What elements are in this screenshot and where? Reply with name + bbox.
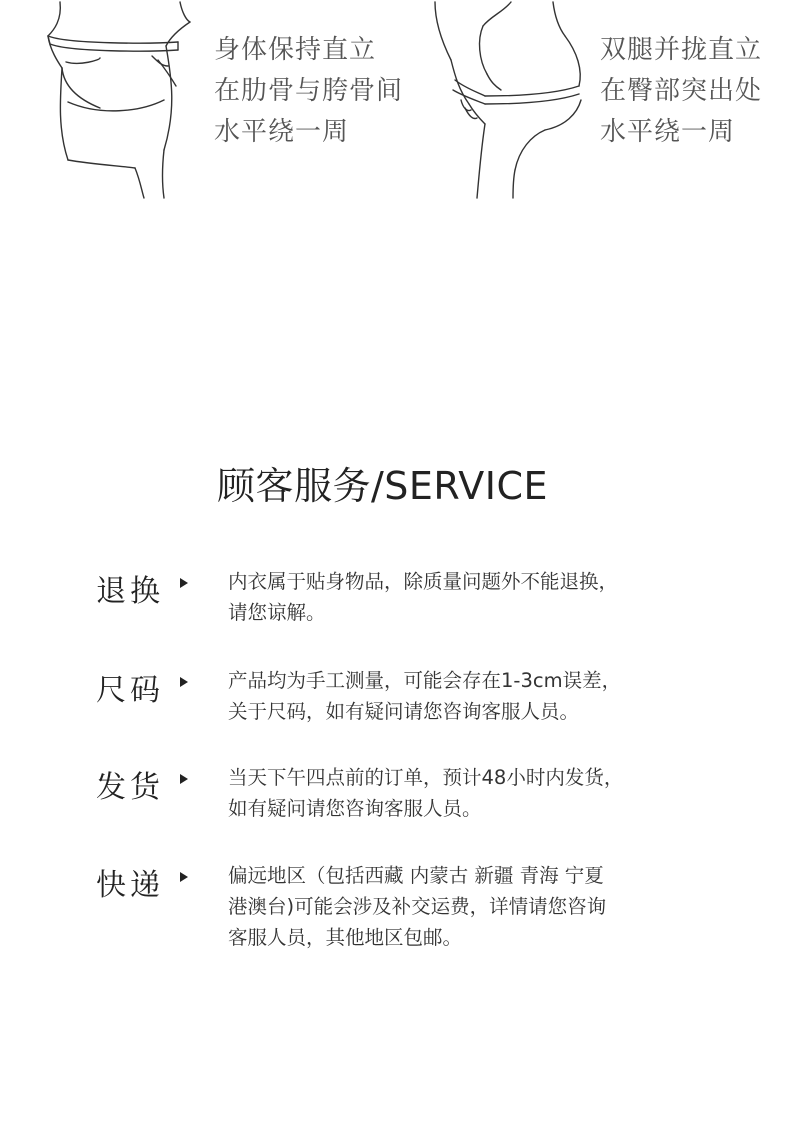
service-text-line: 港澳台)可能会涉及补交运费，详情请您咨询 (228, 895, 607, 918)
hip-measure-illustration (425, 0, 600, 200)
service-text-line: 请您谅解。 (228, 601, 326, 624)
arrow-right-icon (180, 677, 188, 687)
section-title: 顾客服务/SERVICE (216, 464, 548, 508)
hip-guide-line-3: 水平绕一周 (600, 117, 736, 147)
service-text-line: 客服人员，其他地区包邮。 (228, 926, 463, 949)
service-text-line: 当天下午四点前的订单，预计48小时内发货， (228, 766, 624, 789)
service-text (228, 860, 698, 953)
service-text-line: 内衣属于贴身物品，除质量问题外不能退换， (228, 570, 619, 593)
hip-guide-line-2: 在臀部突出处 (600, 76, 763, 106)
hip-guide-line-1: 双腿并拢直立 (600, 35, 763, 65)
service-label: 退换 (96, 574, 164, 609)
service-text (228, 566, 698, 628)
arrow-right-icon (180, 578, 188, 588)
waist-guide-line-3: 水平绕一周 (214, 117, 350, 147)
waist-guide-line-1: 身体保持直立 (214, 35, 377, 65)
service-text-line: 关于尺码，如有疑问请您咨询客服人员。 (228, 700, 580, 723)
hip-measure-text (600, 30, 762, 153)
service-label: 尺码 (96, 673, 164, 708)
service-text (228, 762, 698, 824)
waist-measure-illustration (40, 0, 215, 200)
service-text (228, 665, 698, 727)
service-label: 发货 (96, 770, 164, 805)
arrow-right-icon (180, 872, 188, 882)
waist-measure-text (214, 30, 403, 153)
service-text-line: 偏远地区（包括西藏 内蒙古 新疆 青海 宁夏 (228, 864, 604, 887)
service-label: 快递 (96, 868, 164, 903)
waist-guide-line-2: 在肋骨与胯骨间 (214, 76, 404, 106)
service-text-line: 产品均为手工测量，可能会存在1-3cm误差， (228, 669, 622, 692)
arrow-right-icon (180, 774, 188, 784)
service-text-line: 如有疑问请您咨询客服人员。 (228, 797, 482, 820)
